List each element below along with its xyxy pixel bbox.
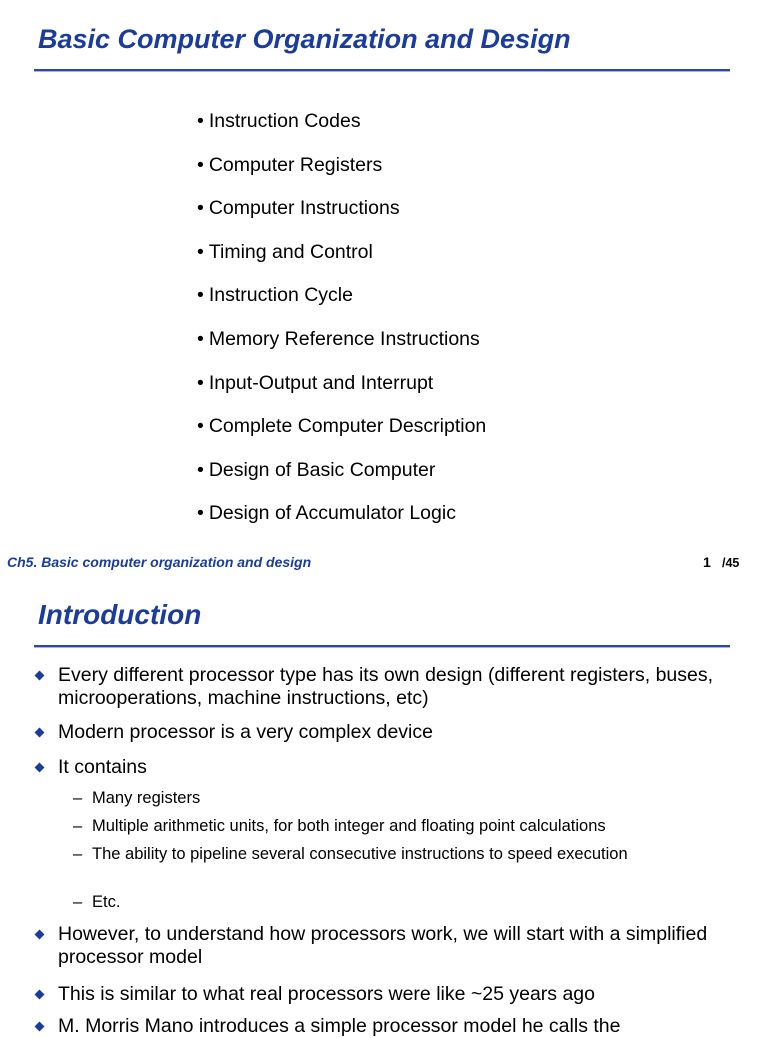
topic-item xyxy=(197,326,486,370)
sub-list-item xyxy=(73,788,713,808)
point-text: This is similar to what real processors were like ~25 years ago xyxy=(58,983,596,1005)
sub-list-item xyxy=(73,816,713,836)
diamond-bullet-icon xyxy=(35,930,45,940)
point-text: Modern processor is a very complex device xyxy=(58,721,433,743)
bullet-icon: • xyxy=(197,327,204,350)
list-item xyxy=(36,756,726,779)
topic-label: Instruction Cycle xyxy=(208,284,353,307)
topic-label: Computer Registers xyxy=(208,153,383,176)
title-underline xyxy=(34,645,730,647)
topic-label: Design of Basic Computer xyxy=(208,458,436,481)
point-text: M. Morris Mano introduces a simple processor model he calls the xyxy=(58,1015,621,1037)
topic-item xyxy=(197,239,486,283)
topic-item xyxy=(197,457,486,501)
point-text: It contains xyxy=(58,756,147,778)
bullet-icon: • xyxy=(197,153,204,176)
footer-page-number: 1 xyxy=(703,554,711,570)
diamond-bullet-icon xyxy=(35,671,45,681)
topic-item xyxy=(197,152,486,196)
topic-label: Instruction Codes xyxy=(208,110,361,132)
list-item xyxy=(36,1015,726,1038)
point-text: Every different processor type has its own design (different registers, buses, microoperations, machine instructions, etc) xyxy=(58,664,714,709)
topic-item xyxy=(197,282,486,326)
topic-item xyxy=(197,108,486,152)
topic-label: Memory Reference Instructions xyxy=(208,327,480,350)
sub-point-text: Multiple arithmetic units, for both integer and floating point calculations xyxy=(92,817,606,835)
slide-2-title: Introduction xyxy=(38,599,202,630)
bullet-icon: • xyxy=(197,502,204,525)
list-item xyxy=(36,664,726,710)
diamond-bullet-icon xyxy=(35,1022,45,1032)
bullet-icon: • xyxy=(197,284,204,307)
list-item xyxy=(36,983,726,1006)
sub-list-item xyxy=(73,844,713,864)
topic-label: Input-Output and Interrupt xyxy=(208,371,434,394)
topic-label: Timing and Control xyxy=(208,240,373,263)
dash-bullet-icon: – xyxy=(73,789,83,807)
title-underline xyxy=(34,69,730,71)
topic-item xyxy=(197,195,486,239)
topic-item xyxy=(197,370,486,414)
topic-list xyxy=(197,108,486,544)
list-item xyxy=(36,721,726,744)
bullet-icon: • xyxy=(197,240,204,263)
topic-item xyxy=(197,500,486,544)
dash-bullet-icon: – xyxy=(73,817,83,835)
bullet-icon: • xyxy=(197,110,204,132)
bullet-icon: • xyxy=(197,415,204,438)
sub-point-text: Etc. xyxy=(92,893,121,911)
topic-item xyxy=(197,413,486,457)
topic-label: Complete Computer Description xyxy=(208,415,487,438)
slide-1-title: Basic Computer Organization and Design xyxy=(38,24,571,54)
diamond-bullet-icon xyxy=(35,763,45,773)
footer-chapter-label: Ch5. Basic computer organization and design xyxy=(7,554,312,570)
diamond-bullet-icon xyxy=(35,728,45,738)
bullet-icon: • xyxy=(197,371,204,394)
sub-point-text: The ability to pipeline several consecutive instructions to speed execution xyxy=(92,845,628,863)
topic-label: Design of Accumulator Logic xyxy=(208,502,456,525)
bullet-icon: • xyxy=(197,197,204,220)
bullet-icon: • xyxy=(197,458,204,481)
dash-bullet-icon: – xyxy=(73,893,83,911)
sub-point-text: Many registers xyxy=(92,789,201,807)
sub-list-item xyxy=(73,892,713,912)
list-item xyxy=(36,923,726,969)
footer-page-total: /45 xyxy=(722,556,740,570)
point-text: However, to understand how processors work, we will start with a simplified processor model xyxy=(58,923,708,968)
diamond-bullet-icon xyxy=(35,990,45,1000)
slide-2 xyxy=(0,585,768,1037)
dash-bullet-icon: – xyxy=(73,845,83,863)
topic-label: Computer Instructions xyxy=(208,197,400,220)
